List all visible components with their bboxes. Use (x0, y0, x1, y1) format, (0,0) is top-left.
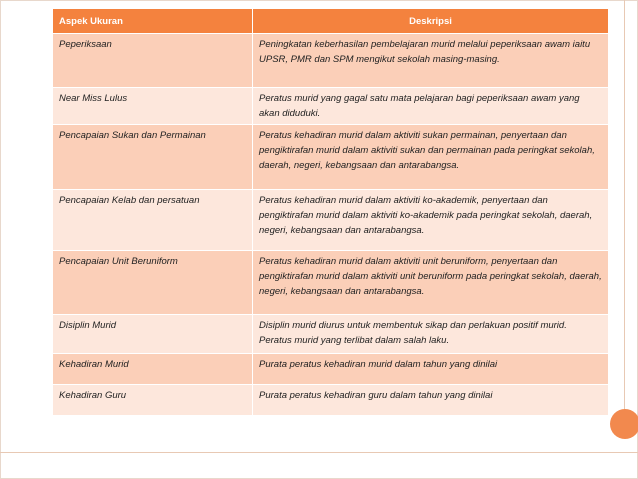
bottom-border-line (0, 452, 638, 453)
table-row (53, 125, 609, 190)
aspek-cell: Pencapaian Unit Beruniform (53, 251, 253, 315)
table-header-row (53, 9, 609, 34)
decorative-circle (610, 409, 638, 439)
right-border-line (624, 0, 625, 410)
deskripsi-cell: Peratus kehadiran murid dalam aktiviti ko-akademik, penyertaan dan pengiktirafan murid dalam aktiviti ko-akademik pada peringkat sekolah, daerah, negeri, kebangsaan dan antarabangsa. (253, 190, 609, 251)
header-aspek: Aspek Ukuran (53, 9, 253, 34)
deskripsi-cell: Purata peratus kehadiran guru dalam tahun yang dinilai (253, 385, 609, 416)
deskripsi-cell: Disiplin murid diurus untuk membentuk sikap dan perlakuan positif murid. Peratus murid yang terlibat dalam salah laku. (253, 315, 609, 354)
table-row (53, 251, 609, 315)
table-row (53, 315, 609, 354)
aspek-cell: Peperiksaan (53, 34, 253, 88)
aspek-cell: Disiplin Murid (53, 315, 253, 354)
header-deskripsi: Deskripsi (253, 9, 609, 34)
table-row (53, 34, 609, 88)
aspek-cell: Pencapaian Sukan dan Permainan (53, 125, 253, 190)
aspek-cell: Kehadiran Guru (53, 385, 253, 416)
aspek-cell: Near Miss Lulus (53, 88, 253, 125)
aspek-cell: Pencapaian Kelab dan persatuan (53, 190, 253, 251)
deskripsi-cell: Peningkatan keberhasilan pembelajaran murid melalui peperiksaan awam iaitu UPSR, PMR dan SPM mengikut sekolah masing-masing. (253, 34, 609, 88)
deskripsi-cell: Peratus kehadiran murid dalam aktiviti unit beruniform, penyertaan dan pengiktirafan murid dalam aktiviti unit beruniform pada peringkat sekolah, daerah, negeri, kebangsaan dan antarabangsa. (253, 251, 609, 315)
aspek-cell: Kehadiran Murid (53, 354, 253, 385)
table-row (53, 190, 609, 251)
table-row (53, 88, 609, 125)
deskripsi-cell: Peratus murid yang gagal satu mata pelajaran bagi peperiksaan awam yang akan diduduki. (253, 88, 609, 125)
table-row (53, 385, 609, 416)
deskripsi-cell: Purata peratus kehadiran murid dalam tahun yang dinilai (253, 354, 609, 385)
table-row (53, 354, 609, 385)
measurement-table (52, 8, 609, 416)
deskripsi-cell: Peratus kehadiran murid dalam aktiviti sukan permainan, penyertaan dan pengiktirafan murid dalam aktiviti sukan dan permainan pada peringkat sekolah, daerah, negeri, kebangsaan dan antarabangsa. (253, 125, 609, 190)
